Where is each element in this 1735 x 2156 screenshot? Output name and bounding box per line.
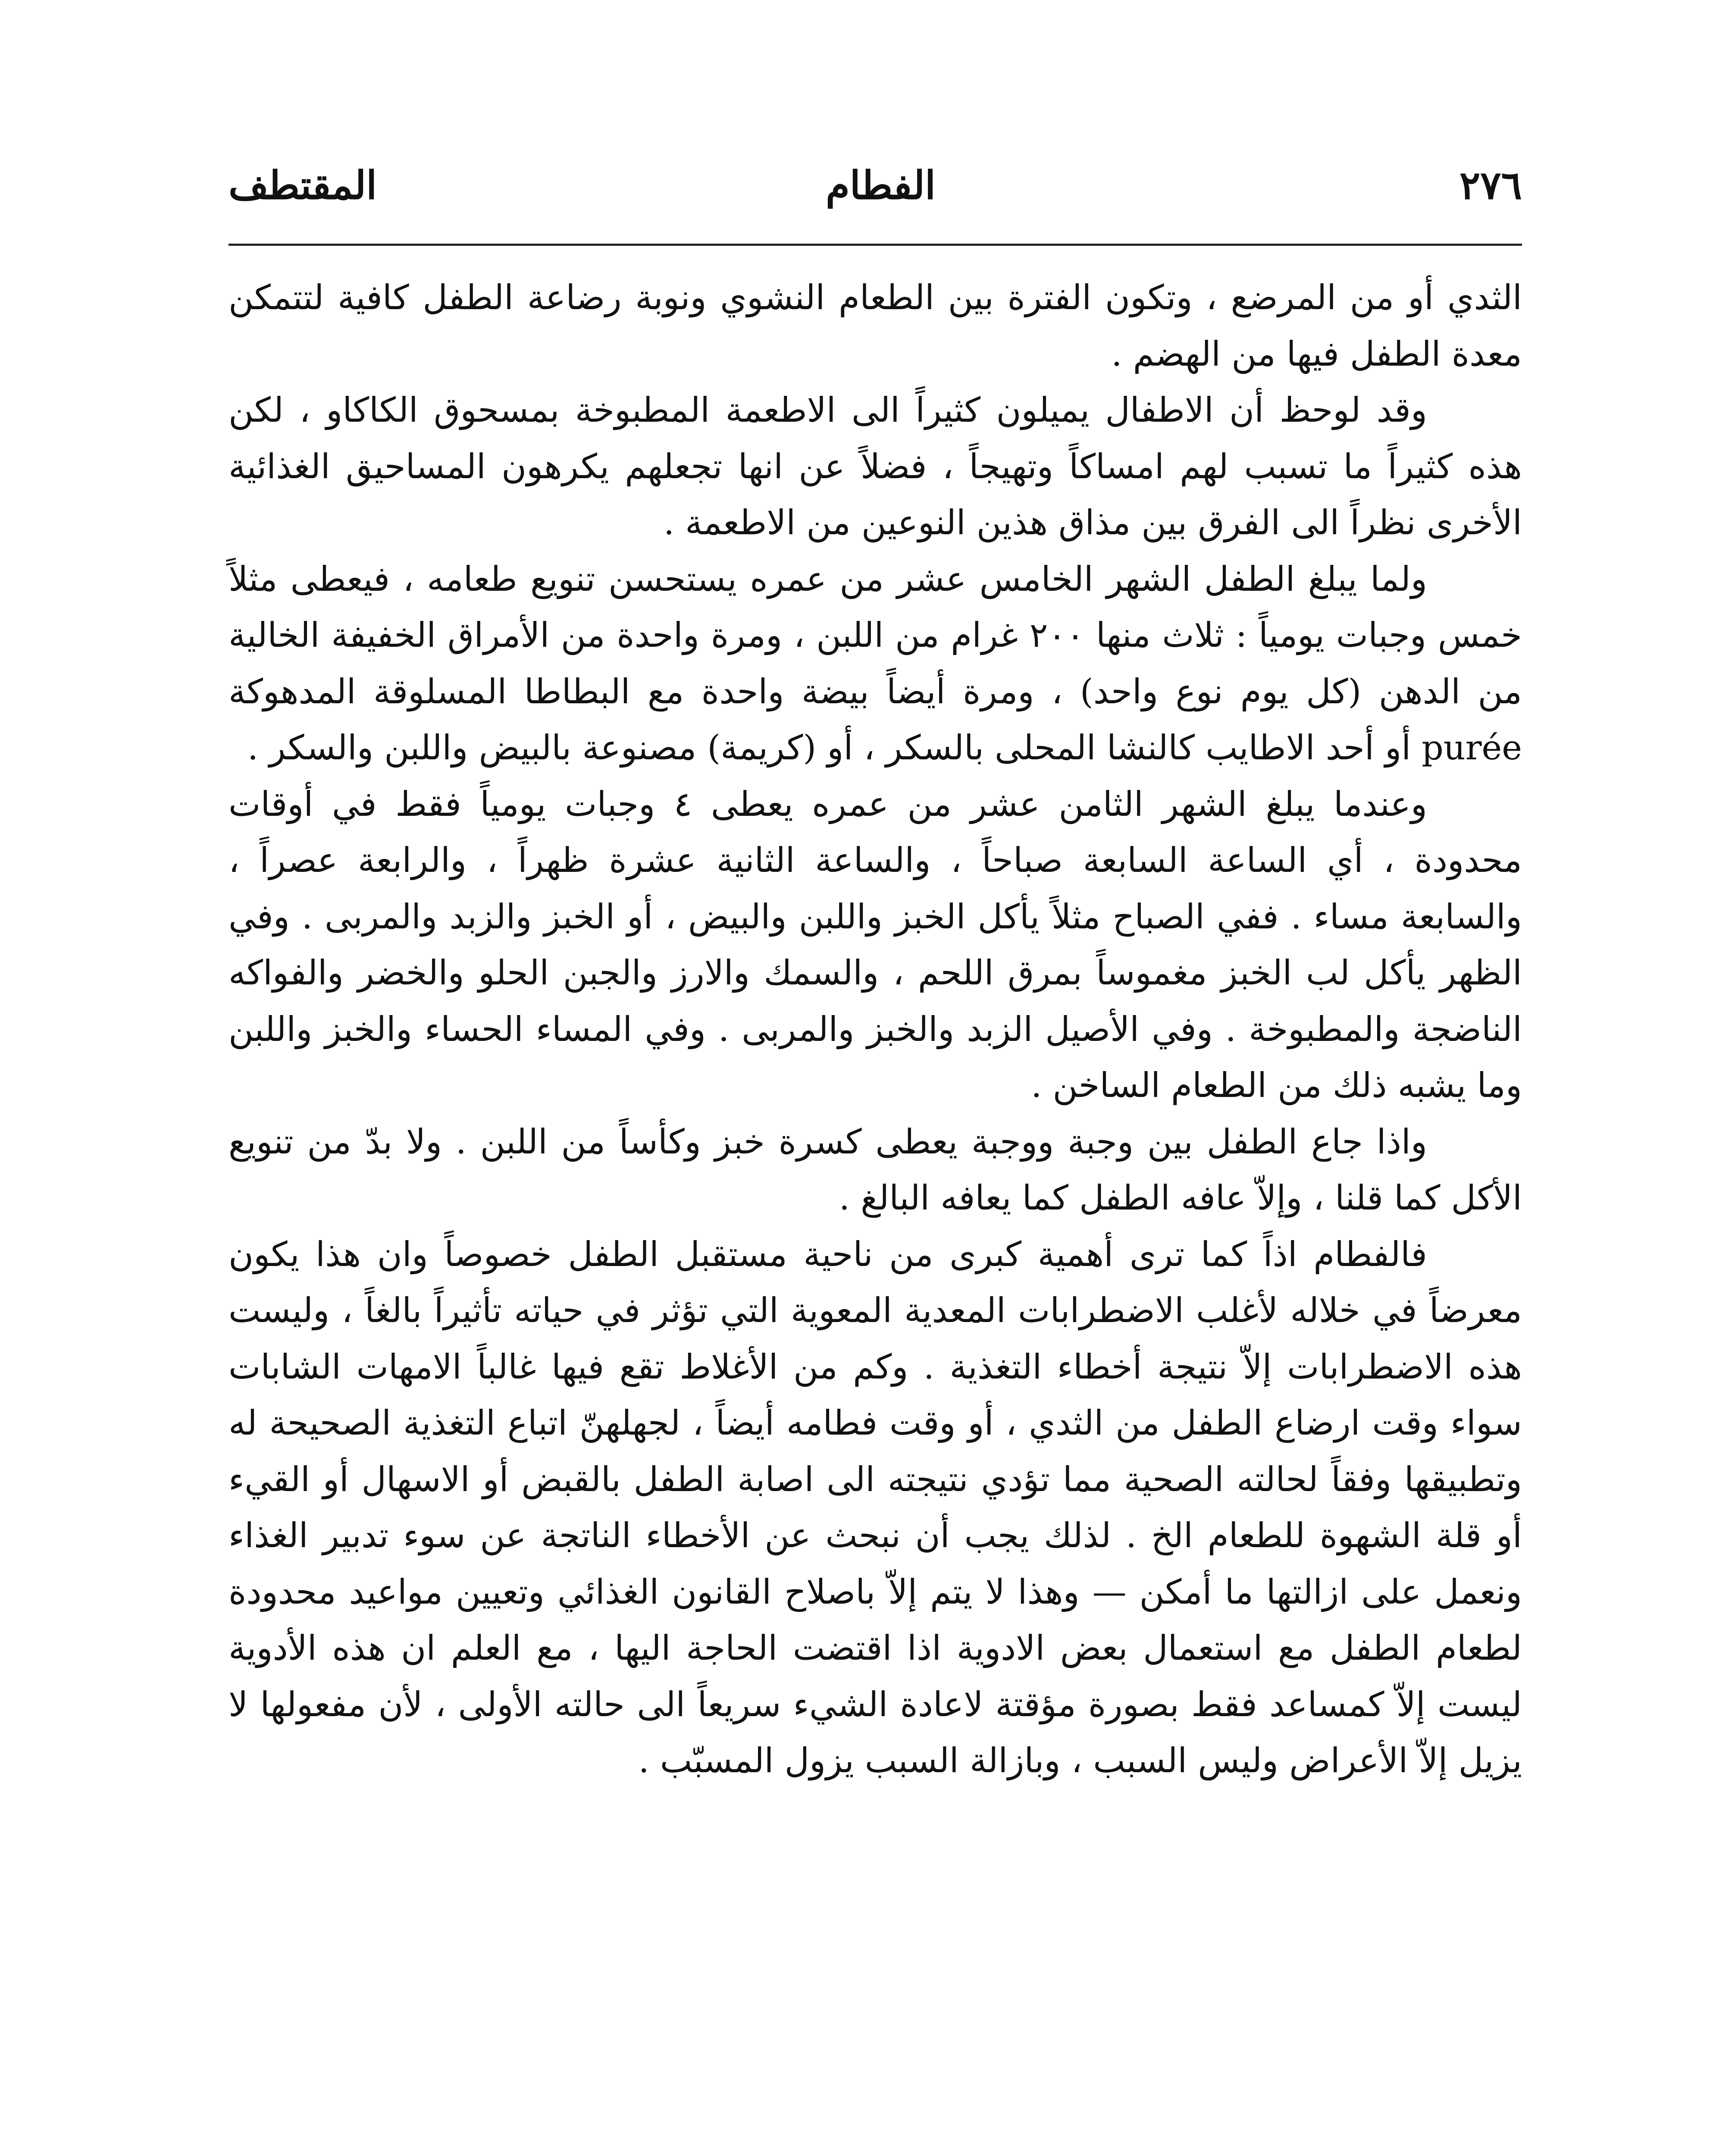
- page-number: ٢٧٦: [1459, 163, 1522, 208]
- paragraph-4: وعندما يبلغ الشهر الثامن عشر من عمره يعطى ٤ وجبات يومياً فقط في أوقات محدودة ، أي الساعة السابعة صباحاً ، والساعة الثانية عشرة ظهراً ، والرابعة عصراً ، والسابعة مساء . ففي الصباح مثلاً يأكل الخبز واللبن والبيض ، أو الخبز والزبد والمربى . وفي الظهر يأكل لب الخبز مغموساً بمرق اللحم ، والسمك والارز والجبن الحلو والخضر والفواكه الناضجة والمطبوخة . وفي الأصيل الزبد والخبز والمربى . وفي المساء الحساء والخبز واللبن وما يشبه ذلك من الطعام الساخن .: [229, 784, 1522, 1105]
- paragraph-3: ولما يبلغ الطفل الشهر الخامس عشر من عمره يستحسن تنويع طعامه ، فيعطى مثلاً خمس وجبات يومياً : ثلاث منها ٢٠٠ غرام من اللبن ، ومرة واحدة من الأمراق الخفيفة الخالية من الدهن (كل يوم نوع واحد) ، ومرة أيضاً بيضة واحدة مع البطاطا المسلوقة المدهوكة purée أو أحد الاطايب كالنشا المحلى بالسكر ، أو (كريمة) مصنوعة بالبيض واللبن والسكر .: [229, 559, 1522, 768]
- paragraph-5: واذا جاع الطفل بين وجبة ووجبة يعطى كسرة خبز وكأساً من اللبن . ولا بدّ من تنويع الأكل كما قلنا ، وإلاّ عافه الطفل كما يعافه البالغ .: [229, 1122, 1522, 1218]
- running-title: الفطام: [826, 163, 936, 208]
- paragraph-2: وقد لوحظ أن الاطفال يميلون كثيراً الى الاطعمة المطبوخة بمسحوق الكاكاو ، لكن هذه كثيراً ما تسبب لهم امساكاً وتهيجاً ، فضلاً عن انها تجعلهم يكرهون المساحيق الغذائية الأخرى نظراً الى الفرق بين مذاق هذين النوعين من الاطعمة .: [229, 390, 1522, 542]
- journal-name: المقتطف: [229, 163, 377, 208]
- paragraph-6: فالفطام اذاً كما ترى أهمية كبرى من ناحية مستقبل الطفل خصوصاً وان هذا يكون معرضاً في خلاله لأغلب الاضطرابات المعدية المعوية التي تؤثر في حياته تأثيراً بالغاً ، وليست هذه الاضطرابات إلاّ نتيجة أخطاء التغذية . وكم من الأغلاط تقع فيها غالباً الامهات الشابات سواء وقت ارضاع الطفل من الثدي ، أو وقت فطامه أيضاً ، لجهلهنّ اتباع التغذية الصحيحة له وتطبيقها وفقاً لحالته الصحية مما تؤدي نتيجته الى اصابة الطفل بالقبض أو الاسهال أو القيء أو قلة الشهوة للطعام الخ . لذلك يجب أن نبحث عن الأخطاء الناتجة عن سوء تدبير الغذاء ونعمل على ازالتها ما أمكن — وهذا لا يتم إلاّ باصلاح القانون الغذائي وتعيين مواعيد محدودة لطعام الطفل مع استعمال بعض الادوية اذا اقتضت الحاجة اليها ، مع العلم ان هذه الأدوية ليست إلاّ كمساعد فقط بصورة مؤقتة لاعادة الشيء سريعاً الى حالته الأولى ، لأن مفعولها لا يزيل إلاّ الأعراض وليس السبب ، وبازالة السبب يزول المسبّب .: [229, 1234, 1522, 1780]
- header-rule: [229, 244, 1522, 246]
- paragraph-1: الثدي أو من المرضع ، وتكون الفترة بين الطعام النشوي ونوبة رضاعة الطفل كافية لتتمكن معدة الطفل فيها من الهضم .: [229, 278, 1522, 374]
- article-body: [229, 270, 1522, 1789]
- page-header: [229, 155, 1522, 216]
